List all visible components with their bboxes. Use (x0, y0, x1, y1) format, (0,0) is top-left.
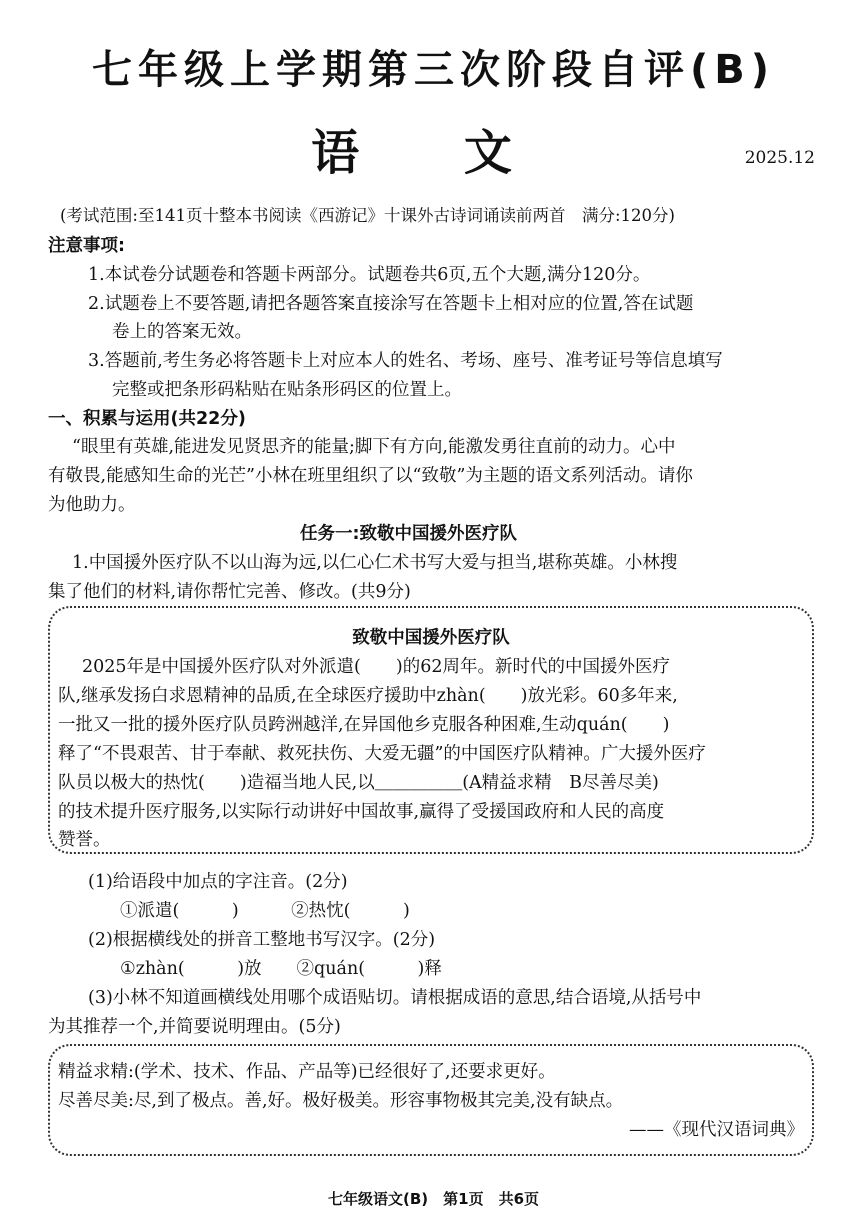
subject-title: 语 文 (311, 125, 556, 181)
passage-line: 队,继承发扬白求恩精神的品质,在全球医疗援助中zhàn( )放光彩。60多年来, (58, 686, 678, 706)
dictionary-source: ——《现代汉语词典》 (629, 1120, 804, 1140)
task-title: 任务一:致敬中国援外医疗队 (300, 524, 517, 544)
passage-line: 队员以极大的热忱( )造福当地人民,以＿＿＿＿＿(A精益求精 B尽善尽美) (58, 773, 659, 793)
definition-line: 尽善尽美:尽,到了极点。善,好。极好极美。形容事物极其完美,没有缺点。 (58, 1091, 624, 1111)
note-item: 完整或把条形码粘贴在贴条形码区的位置上。 (112, 380, 462, 400)
section-heading: 一、积累与运用(共22分) (48, 409, 246, 429)
answer-blanks-2[interactable]: ①zhàn( )放 ②quán( )释 (120, 959, 442, 979)
sub-question-3: 为其推荐一个,并简要说明理由。(5分) (48, 1017, 341, 1037)
sub-question-3: (3)小林不知道画横线处用哪个成语贴切。请根据成语的意思,结合语境,从括号中 (88, 988, 702, 1008)
passage-title: 致敬中国援外医疗队 (352, 628, 510, 648)
passage-line: 2025年是中国援外医疗队对外派遣( )的62周年。新时代的中国援外医疗 (82, 657, 670, 677)
section-intro: “眼里有英雄,能进发见贤思齐的能量;脚下有方向,能激发勇往直前的动力。心中 (72, 437, 676, 457)
note-item: 1.本试卷分试题卷和答题卡两部分。试题卷共6页,五个大题,满分120分。 (88, 265, 651, 285)
note-item: 3.答题前,考生务必将答题卡上对应本人的姓名、考场、座号、准考证号等信息填写 (88, 351, 723, 371)
sub-question-2: (2)根据横线处的拼音工整地书写汉字。(2分) (88, 930, 436, 950)
notes-heading: 注意事项: (48, 236, 125, 256)
passage-line: 一批又一批的援外医疗队员跨洲越洋,在异国他乡克服各种困难,生动quán( ) (58, 715, 670, 735)
exam-date: 2025.12 (744, 148, 815, 168)
answer-blanks-1[interactable]: ①派遣( ) ②热忱( ) (120, 901, 410, 921)
page-footer: 七年级语文(B) 第1页 共6页 (327, 1190, 540, 1208)
exam-title: 七年级上学期第三次阶段自评(B) (91, 47, 776, 93)
definition-line: 精益求精:(学术、技术、作品、产品等)已经很好了,还要求更好。 (58, 1062, 556, 1082)
section-intro: 为他助力。 (48, 495, 136, 515)
note-item: 卷上的答案无效。 (112, 322, 252, 342)
sub-question-1: (1)给语段中加点的字注音。(2分) (88, 872, 348, 892)
passage-box (48, 606, 814, 854)
exam-scope: (考试范围:至141页十整本书阅读《西游记》十课外古诗词诵读前两首 满分:120分) (60, 206, 675, 225)
section-intro: 有敬畏,能感知生命的光芒”小林在班里组织了以“致敬”为主题的语文系列活动。请你 (48, 466, 693, 486)
passage-line: 赞誉。 (58, 830, 111, 850)
passage-line: 释了“不畏艰苦、甘于奉献、救死扶伤、大爱无疆”的中国医疗队精神。广大援外医疗 (58, 744, 706, 764)
question-1: 集了他们的材料,请你帮忙完善、修改。(共9分) (48, 582, 411, 602)
note-item: 2.试题卷上不要答题,请把各题答案直接涂写在答题卡上相对应的位置,答在试题 (88, 294, 694, 314)
question-1: 1.中国援外医疗队不以山海为远,以仁心仁术书写大爱与担当,堪称英雄。小林搜 (72, 553, 678, 573)
passage-line: 的技术提升医疗服务,以实际行动讲好中国故事,赢得了受援国政府和人民的高度 (58, 802, 665, 822)
definition-box (48, 1044, 814, 1156)
